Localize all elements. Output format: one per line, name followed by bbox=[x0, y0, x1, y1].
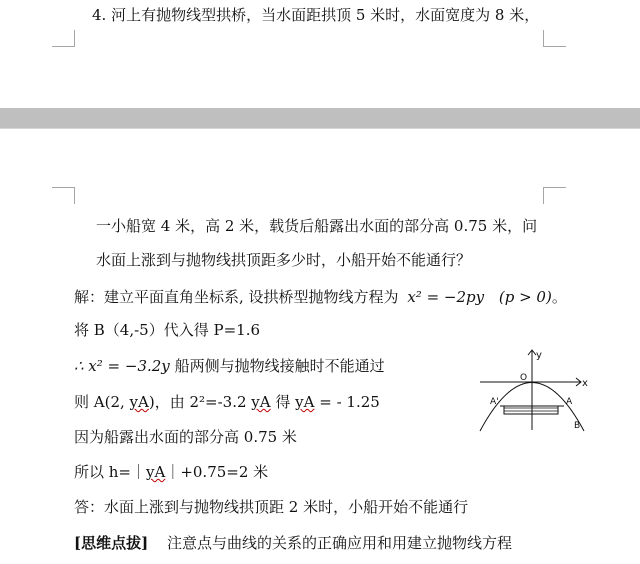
point-a-y: yA bbox=[129, 393, 149, 411]
point-a-y-second: yA bbox=[251, 393, 271, 411]
point-a-label: A bbox=[566, 397, 573, 407]
margin-corner-mark bbox=[543, 187, 566, 204]
problem-boat-line: 一小船宽 4 米，高 2 米，载货后船露出水面的部分高 0.75 米，问 bbox=[96, 217, 538, 235]
margin-corner-mark bbox=[52, 187, 75, 204]
answer-line: 答：水面上涨到与抛物线拱顶距 2 米时，小船开始不能通行 bbox=[74, 498, 469, 516]
parabola-condition: (p > 0) bbox=[498, 288, 552, 306]
boat-rectangle bbox=[504, 406, 558, 414]
problem-4-line-1: 4. 河上有抛物线型拱桥，当水面距拱顶 5 米时，水面宽度为 8 米， bbox=[92, 6, 540, 24]
parabola-bridge-diagram bbox=[478, 342, 588, 434]
origin-label: O bbox=[520, 373, 528, 383]
solution-setup-text: 解：建立平面直角坐标系, 设拱桥型抛物线方程为 bbox=[74, 288, 399, 306]
page-gap bbox=[0, 108, 640, 128]
point-a-y-third: yA bbox=[295, 393, 315, 411]
document-page-top bbox=[0, 0, 640, 108]
height-prefix: 所以 h=｜ bbox=[74, 463, 146, 481]
problem-question-line: 水面上涨到与抛物线拱顶距多少时，小船开始不能通行？ bbox=[96, 251, 472, 269]
point-a-mid-second: 得 bbox=[270, 393, 296, 411]
point-a-line bbox=[74, 391, 380, 413]
y-axis-label: y bbox=[536, 350, 542, 361]
height-y: yA bbox=[146, 463, 166, 481]
reason-line: 因为船露出水面的部分高 0.75 米 bbox=[74, 428, 297, 446]
margin-corner-mark bbox=[543, 30, 566, 47]
therefore-equation: ∴ x² = −3.2y bbox=[74, 357, 170, 375]
margin-corner-mark bbox=[52, 30, 75, 47]
point-a-result: = - 1.25 bbox=[314, 393, 380, 411]
setup-period: 。 bbox=[551, 288, 567, 306]
thinking-tip-line bbox=[74, 532, 512, 554]
therefore-line bbox=[74, 355, 385, 377]
solution-setup-line bbox=[74, 286, 567, 308]
therefore-text: 船两侧与抛物线接触时不能通过 bbox=[174, 357, 385, 375]
point-b-label: B bbox=[574, 421, 581, 431]
point-a-prime-label: A' bbox=[490, 397, 499, 407]
height-line bbox=[74, 461, 268, 483]
point-a-prefix: 则 A(2, bbox=[74, 393, 130, 411]
parabola-equation: x² = −2py bbox=[407, 288, 485, 306]
thinking-tip-text: 注意点与曲线的关系的正确应用和用建立抛物线方程 bbox=[166, 534, 512, 552]
x-axis-label: x bbox=[582, 378, 588, 389]
height-suffix: ｜+0.75=2 米 bbox=[165, 463, 269, 481]
substitute-line: 将 B（4,-5）代入得 P=1.6 bbox=[74, 321, 260, 339]
point-a-mid: )，由 2²=-3.2 bbox=[148, 393, 252, 411]
thinking-tip-label: [思维点拔] bbox=[74, 534, 149, 552]
